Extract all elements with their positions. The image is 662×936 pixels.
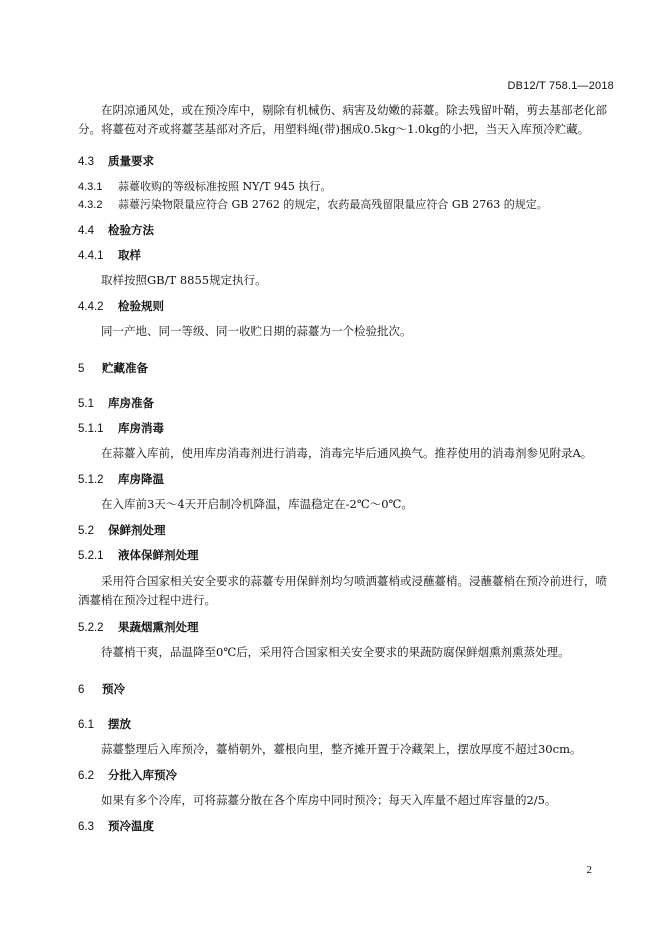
paragraph-4-4-1: 取样按照GB/T 8855规定执行。 <box>101 273 267 287</box>
paragraph-top: 在阴凉通风处，或在预冷库中，剔除有机械伤、病害及幼嫩的蒜薹。除去残留叶鞘，剪去基部老化部分。将薹苞对齐或将薹茎基部对齐后，用塑料绳(带)捆成0.5kg～1.0kg的小把，当天入库预冷贮藏。 <box>78 103 607 136</box>
section-number: 5.1.1 <box>78 423 104 435</box>
heading-5-1 <box>78 395 154 411</box>
section-number: 5.2 <box>78 525 94 537</box>
heading-6 <box>78 681 125 697</box>
clause-4-3-1 <box>78 178 331 194</box>
clause-number: 4.3.2 <box>78 199 103 211</box>
section-number: 4.4.2 <box>78 301 104 313</box>
section-title: 库房消毒 <box>118 421 164 435</box>
section-number: 5.1 <box>78 398 94 410</box>
section-title: 分批入库预冷 <box>108 768 177 782</box>
section-title: 果蔬烟熏剂处理 <box>118 620 199 634</box>
section-title: 库房降温 <box>118 472 164 486</box>
clause-4-3-2 <box>78 196 548 212</box>
section-number: 5.2.1 <box>78 550 104 562</box>
heading-5-2-1 <box>78 547 199 563</box>
heading-5-2 <box>78 522 166 538</box>
heading-5-2-2 <box>78 619 199 635</box>
paragraph-4-4-2: 同一产地、同一等级、同一收贮日期的蒜薹为一个检验批次。 <box>101 324 412 338</box>
section-title: 质量要求 <box>108 154 154 168</box>
paragraph-5-2-1: 采用符合国家相关安全要求的蒜薹专用保鲜剂均匀喷洒薹梢或浸蘸薹梢。浸蘸薹梢在预冷前进行，喷洒薹梢在预冷过程中进行。 <box>78 574 607 607</box>
section-number: 5.1.2 <box>78 474 104 486</box>
heading-6-1 <box>78 716 131 732</box>
section-number: 5 <box>78 363 85 375</box>
heading-5 <box>78 360 148 376</box>
section-title: 预冷温度 <box>108 819 154 833</box>
section-title: 贮藏准备 <box>102 361 148 375</box>
section-number: 6.2 <box>78 770 94 782</box>
paragraph-6-2: 如果有多个冷库，可将蒜薹分散在各个库房中同时预冷；每天入库量不超过库容量的2/5。 <box>101 793 557 807</box>
clause-number: 4.3.1 <box>78 181 103 193</box>
section-title: 液体保鲜剂处理 <box>118 548 199 562</box>
clause-text: 蒜薹收购的等级标准按照 NY/T 945 执行。 <box>118 180 332 193</box>
section-title: 检验方法 <box>108 223 154 237</box>
section-title: 库房准备 <box>108 396 154 410</box>
heading-6-2 <box>78 767 177 783</box>
heading-4-4-2 <box>78 298 164 314</box>
heading-5-1-2 <box>78 471 164 487</box>
section-number: 4.4 <box>78 225 94 237</box>
paragraph-5-1-1: 在蒜薹入库前，使用库房消毒剂进行消毒，消毒完毕后通风换气。推荐使用的消毒剂参见附录A。 <box>101 446 593 460</box>
heading-4-4 <box>78 222 154 238</box>
page-number: 2 <box>586 864 592 876</box>
section-title: 保鲜剂处理 <box>108 523 166 537</box>
section-number: 6 <box>78 684 85 696</box>
section-title: 取样 <box>118 248 141 262</box>
paragraph-6-1: 蒜薹整理后入库预冷，薹梢朝外，薹根向里，整齐摊开置于冷藏架上，摆放厚度不超过30cm。 <box>101 742 582 756</box>
heading-6-3 <box>78 818 154 834</box>
section-title: 检验规则 <box>118 299 164 313</box>
heading-4-4-1 <box>78 247 141 263</box>
section-number: 5.2.2 <box>78 622 104 634</box>
paragraph-5-1-2: 在入库前3天～4天开启制冷机降温，库温稳定在-2℃～0℃。 <box>101 497 413 511</box>
clause-text: 蒜薹污染物限量应符合 GB 2762 的规定，农药最高残留限量应符合 GB 2763 的规定。 <box>118 198 548 211</box>
section-number: 4.3 <box>78 156 94 168</box>
section-title: 预冷 <box>102 682 125 696</box>
paragraph-5-2-2: 待薹梢干爽，品温降至0℃后，采用符合国家相关安全要求的果蔬防腐保鲜烟熏剂熏蒸处理。 <box>101 645 570 659</box>
document-code: DB12/T 758.1—2018 <box>507 80 614 92</box>
section-title: 摆放 <box>108 717 131 731</box>
section-number: 6.3 <box>78 821 94 833</box>
section-number: 6.1 <box>78 719 94 731</box>
heading-5-1-1 <box>78 420 164 436</box>
section-number: 4.4.1 <box>78 250 104 262</box>
heading-4-3 <box>78 153 154 169</box>
